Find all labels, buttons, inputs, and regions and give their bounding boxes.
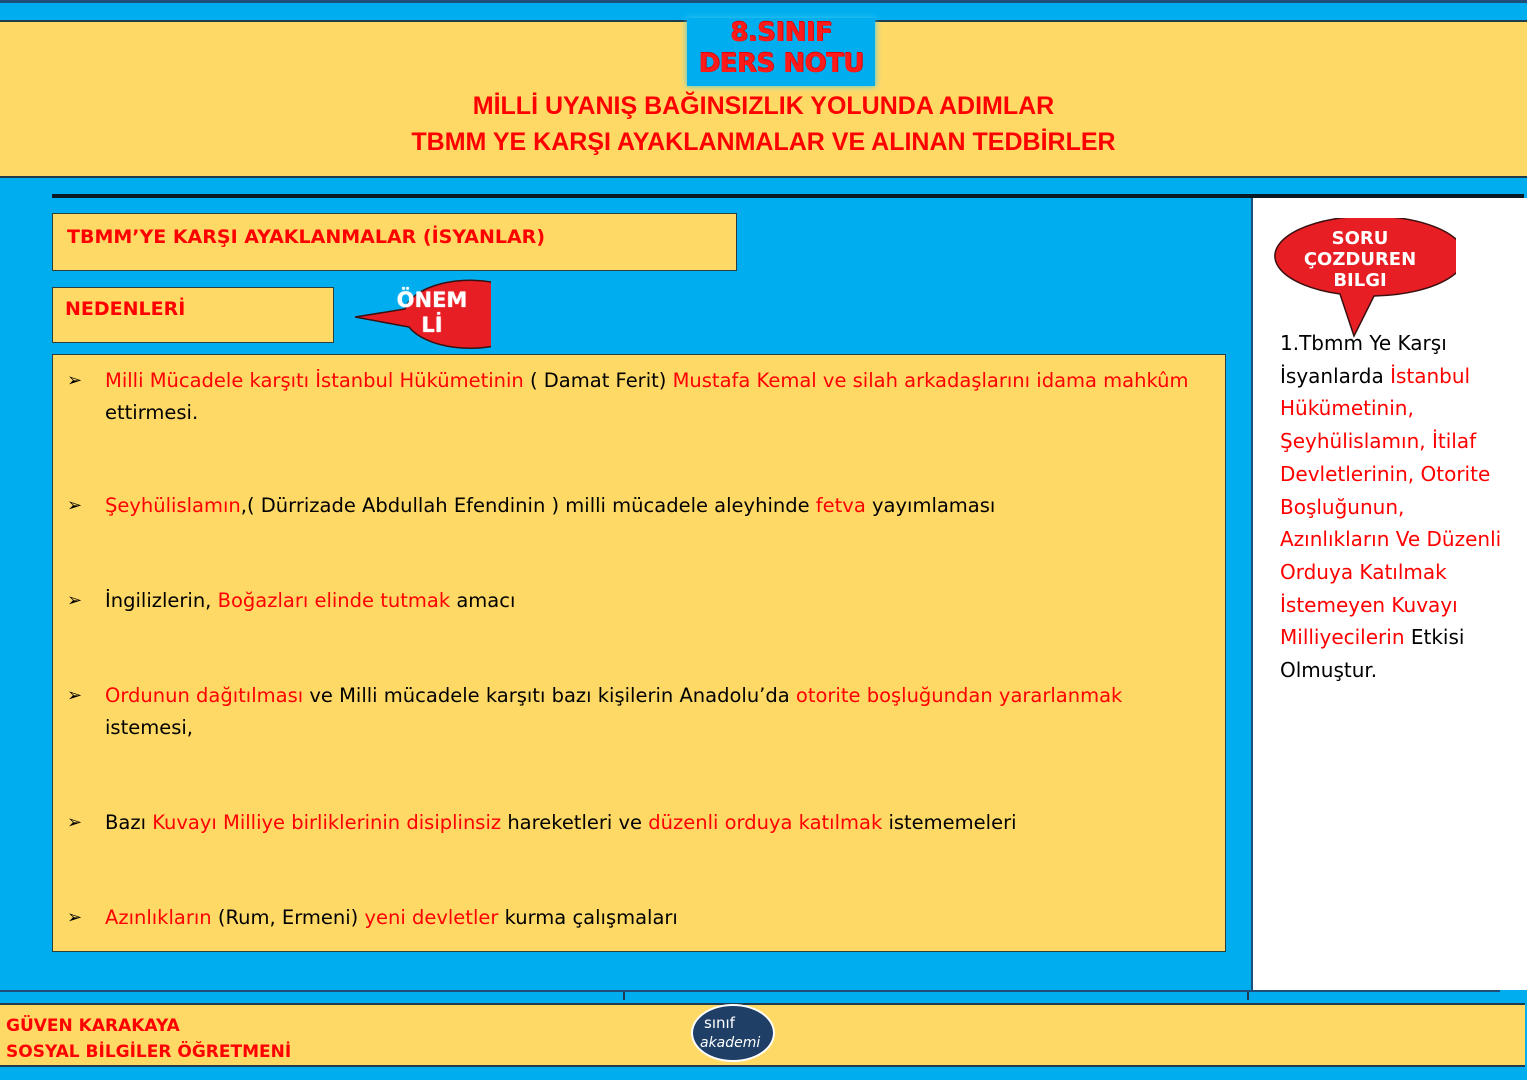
list-item: ➢ Azınlıkların (Rum, Ermeni) yeni devletler kurma çalışmaları [67,902,1207,934]
divider-tick [623,992,625,1000]
sidebar-tip-text: 1.Tbmm Ye Karşı İsyanlarda İstanbul Hükümetinin, Şeyhülislamın, İtilaf Devletlerinin, Otorite Boşluğunun, Azınlıkların Ve Düzenli Orduya Katılmak İstemeyen Kuvayı Milliyecilerin Etkisi Olmuştur. [1280,331,1502,683]
author-title: SOSYAL BİLGİLER ÖĞRETMENİ [6,1042,292,1062]
reasons-heading-box [52,287,334,343]
section-title-box [52,213,737,271]
list-item: ➢ Şeyhülislamın,( Dürrizade Abdullah Efendinin ) milli mücadele aleyhinde fetva yayımlaması [67,490,1207,522]
list-item: ➢ Milli Mücadele karşıtı İstanbul Hükümetinin ( Damat Ferit) Mustafa Kemal ve silah arkadaşlarını idama mahkûm ettirmesi. [67,365,1207,429]
page-title-line2: TBMM YE KARŞI AYAKLANMALAR VE ALINAN TEDBİRLER [411,128,1116,156]
author-info [6,1013,291,1065]
reasons-list [52,354,1226,952]
list-item: ➢ Bazı Kuvayı Milliye birliklerinin disiplinsiz hareketleri ve düzenli orduya katılmak istememeleri [67,807,1207,839]
arrow-bullet-icon: ➢ [67,907,83,928]
page-title-line1: MİLLİ UYANIŞ BAĞINSIZLIK YOLUNDA ADIMLAR [472,92,1055,120]
footer-divider [0,990,1500,992]
sinif-akademi-logo [691,1004,775,1062]
divider-tick [1247,992,1249,1000]
reasons-heading: NEDENLERİ [65,298,186,320]
arrow-bullet-icon: ➢ [67,495,83,516]
important-callout-text: ÖNEM Lİ [396,288,468,337]
arrow-bullet-icon: ➢ [67,590,83,611]
list-item: ➢ Ordunun dağıtılması ve Milli mücadele karşıtı bazı kişilerin Anadolu’da otorite boşluğundan yararlanmak istemesi, [67,680,1207,744]
arrow-bullet-icon: ➢ [67,370,83,391]
question-tip-callout-text: SORU ÇOZDUREN BILGI [1303,228,1417,291]
logo-text-line2: akademi [700,1035,761,1051]
grade-badge [687,18,875,86]
top-border [0,0,1527,3]
list-item: ➢ İngilizlerin, Boğazları elinde tutmak amacı [67,585,1207,617]
section-title: TBMM’YE KARŞI AYAKLANMALAR (İSYANLAR) [67,226,545,248]
author-name: GÜVEN KARAKAYA [6,1016,180,1036]
logo-text-line1: sınıf [704,1014,735,1032]
badge-line1: 8.SINIF [729,18,833,48]
arrow-bullet-icon: ➢ [67,812,83,833]
badge-line2: DERS NOTU [698,49,864,79]
arrow-bullet-icon: ➢ [67,685,83,706]
